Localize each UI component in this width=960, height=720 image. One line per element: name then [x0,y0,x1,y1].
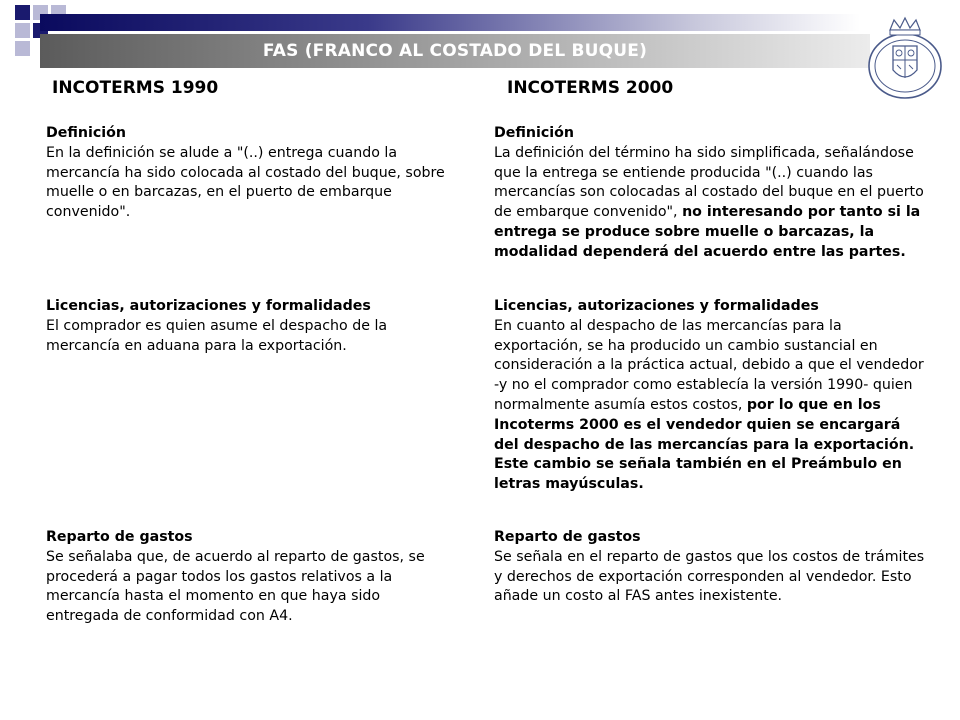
left-licencias-heading: Licencias, autorizaciones y formalidades [46,298,371,314]
right-gastos [494,528,926,607]
left-definicion-text: En la definición se alude a "(..) entrega cuando la mercancía ha sido colocada al costado del buque, sobre muelle o en barcazas, en el puerto de embarque convenido". [46,144,445,221]
right-definicion [494,124,926,263]
right-definicion-body [494,144,926,263]
decor-square [15,5,30,20]
left-definicion-heading: Definición [46,125,126,141]
right-licencias-heading: Licencias, autorizaciones y formalidades [494,298,819,314]
left-gastos-heading: Reparto de gastos [46,529,193,545]
left-licencias-text: El comprador es quien asume el despacho de la mercancía en aduana para la exportación. [46,317,388,354]
decor-square [15,23,30,38]
left-gastos-text: Se señalaba que, de acuerdo al reparto de gastos, se procederá a pagar todos los gastos relativos a la mercancía hasta el momento en que haya sido entregada de conformidad con A4. [46,548,425,625]
header-gradient-line [40,14,860,31]
page-title: FAS (FRANCO AL COSTADO DEL BUQUE) [262,41,648,61]
crest-emblem-icon [866,16,944,100]
left-gastos [46,528,456,627]
heading-incoterms-1990: INCOTERMS 1990 [52,78,219,98]
right-licencias-body [494,317,926,495]
right-licencias [494,297,926,495]
right-licencias-text: En cuanto al despacho de las mercancías para la exportación, se ha producido un cambio sustancial en consideración a la práctica actual, debido a que el vendedor -y no el comprador como establecía la versión 1990- quien normalmente asumía estos costos, [494,317,924,413]
right-gastos-text: Se señala en el reparto de gastos que los costos de trámites y derechos de exportación corresponden al vendedor. Esto añade un costo al FAS antes inexistente. [494,548,925,605]
right-definicion-heading: Definición [494,125,574,141]
decor-square [15,41,30,56]
right-definicion-bold: no interesando por tanto si la entrega se produce sobre muelle o barcazas, la modalidad dependerá del acuerdo entre las partes. [494,204,921,260]
right-definicion-text: La definición del término ha sido simplificada, señalándose que la entrega se entiende producida "(..) cuando las mercancías son colocadas al costado del buque en el puerto de embarque convenido", [494,144,924,221]
right-gastos-heading: Reparto de gastos [494,529,641,545]
heading-incoterms-2000: INCOTERMS 2000 [507,78,674,98]
right-licencias-bold: por lo que en los Incoterms 2000 es el vendedor quien se encargará del despacho de las mercancías para la exportación. Este cambio se señala también en el Preámbulo en letras mayúsculas. [494,396,915,493]
left-licencias [46,297,456,356]
left-definicion [46,124,456,223]
